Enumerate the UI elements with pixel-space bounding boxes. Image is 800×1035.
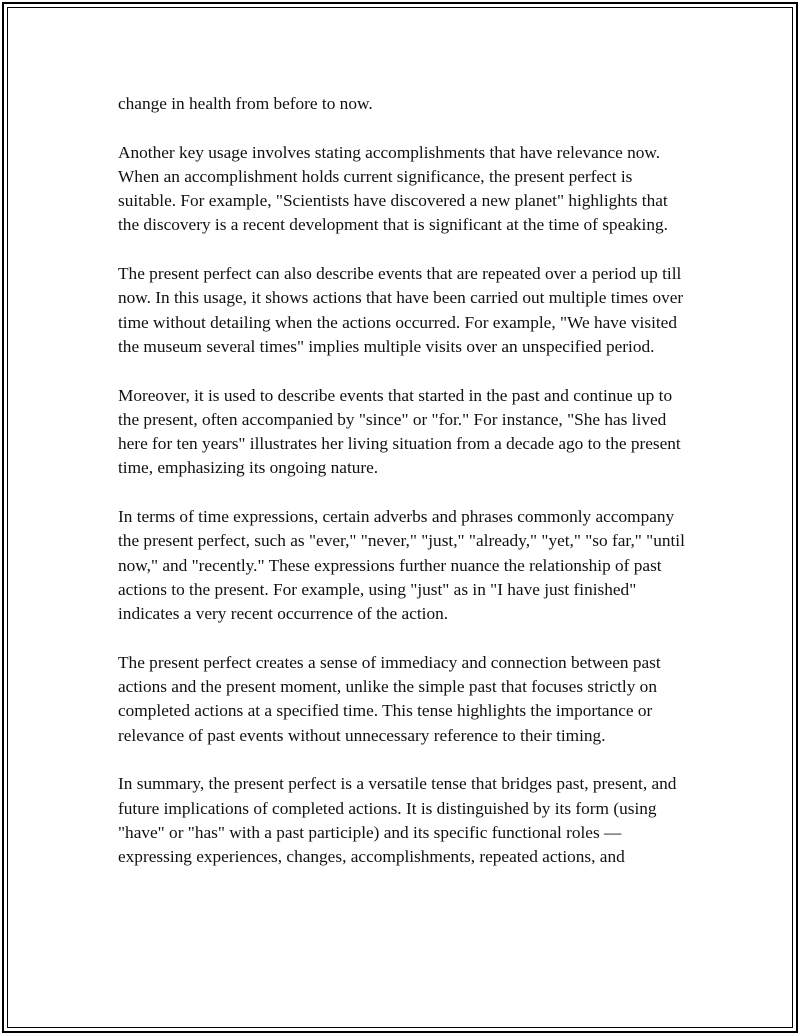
paragraph: Another key usage involves stating accomplishments that have relevance now. When an accomplishment holds current significance, the present perfect is suitable. For example, "Scientists have discovered a new planet" highlights that the discovery is a recent development that is significant at the time of speaking. xyxy=(118,142,668,235)
paragraph: The present perfect can also describe events that are repeated over a period up till now. In this usage, it shows actions that have been carried out multiple times over time without detailing when the actions occurred. For example, "We have visited the museum several times" implies multiple visits over an unspecified period. xyxy=(118,264,684,356)
paragraph: Moreover, it is used to describe events that started in the past and continue up to the present, often accompanied by "since" or "for." For instance, "She has lived here for ten years" illustrates her living situation from a decade ago to the present time, emphasizing its ongoing nature. xyxy=(118,385,681,478)
document-body xyxy=(118,92,690,870)
paragraph: In terms of time expressions, certain adverbs and phrases commonly accompany the present perfect, such as "ever," "never," "just," "already," "yet," "so far," "until now," and "recently." These expressions further nuance the relationship of past actions to the present. For example, using "just" as in "I have just finished" indicates a very recent occurrence of the action. xyxy=(118,507,685,624)
paragraph: The present perfect creates a sense of immediacy and connection between past actions and the present moment, unlike the simple past that focuses strictly on completed actions at a specified time. This tense highlights the importance or relevance of past events without unnecessary reference to their timing. xyxy=(118,652,661,745)
paragraph: change in health from before to now. xyxy=(118,94,373,113)
paragraph: In summary, the present perfect is a versatile tense that bridges past, present, and future implications of completed actions. It is distinguished by its form (using "have" or "has" with a past participle) and its specific functional roles —expressing experiences, changes, accomplishments, repeated actions, and xyxy=(118,774,677,867)
